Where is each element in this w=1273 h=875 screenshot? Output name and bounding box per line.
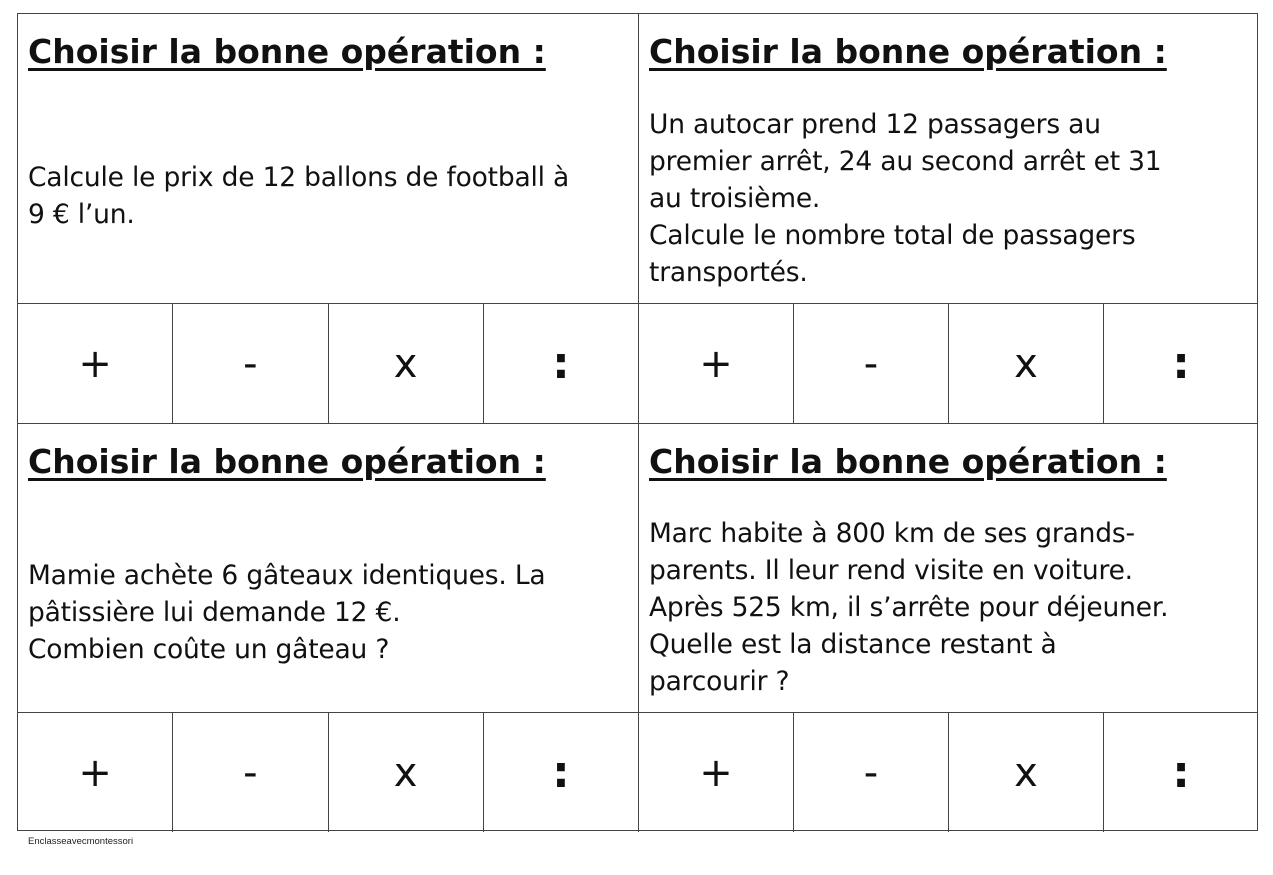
plus-option[interactable]: +: [78, 749, 112, 796]
minus-option[interactable]: -: [172, 713, 327, 832]
author-credit: Enclasseavecmontessori: [28, 836, 134, 847]
minus-option[interactable]: -: [793, 304, 948, 423]
multiply-option[interactable]: x: [328, 304, 483, 423]
divide-option[interactable]: :: [483, 713, 638, 832]
card-title: Choisir la bonne opération :: [649, 442, 1167, 481]
card-title: Choisir la bonne opération :: [28, 32, 546, 71]
problem-line: Calcule le prix de 12 ballons de football à: [28, 162, 570, 193]
divide-option[interactable]: :: [1103, 713, 1258, 832]
problem-line: premier arrêt, 24 au second arrêt et 31: [649, 146, 1162, 177]
operation-choices: [639, 303, 1258, 423]
card-title: Choisir la bonne opération :: [649, 32, 1167, 71]
operation-choices: [18, 712, 638, 832]
divide-option[interactable]: :: [483, 304, 638, 423]
multiply-option[interactable]: x: [948, 713, 1103, 832]
plus-option[interactable]: +: [78, 340, 112, 387]
problem-text: [28, 159, 630, 233]
problem-text: [649, 515, 1250, 700]
problem-line: Quelle est la distance restant à: [649, 629, 1057, 660]
worksheet: [17, 13, 1258, 831]
problem-line: Marc habite à 800 km de ses grands-: [649, 518, 1135, 549]
problem-card-2: [638, 14, 1258, 423]
multiply-option[interactable]: x: [328, 713, 483, 832]
minus-option[interactable]: -: [793, 713, 948, 832]
problem-card-1: [18, 14, 638, 423]
problem-text: [649, 106, 1250, 291]
problem-card-4: [638, 423, 1258, 832]
problem-line: Mamie achète 6 gâteaux identiques. La: [28, 560, 546, 591]
problem-line: Combien coûte un gâteau ?: [28, 634, 390, 665]
problem-text: [28, 557, 630, 668]
problem-line: parcourir ?: [649, 666, 790, 697]
problem-line: transportés.: [649, 257, 808, 288]
divide-option[interactable]: :: [1103, 304, 1258, 423]
card-title: Choisir la bonne opération :: [28, 442, 546, 481]
minus-option[interactable]: -: [172, 304, 327, 423]
operation-choices: [18, 303, 638, 423]
operation-choices: [639, 712, 1258, 832]
problem-line: Un autocar prend 12 passagers au: [649, 109, 1101, 140]
plus-option[interactable]: +: [699, 749, 733, 796]
problem-line: parents. Il leur rend visite en voiture.: [649, 555, 1133, 586]
problem-line: Après 525 km, il s’arrête pour déjeuner.: [649, 592, 1169, 623]
plus-option[interactable]: +: [699, 340, 733, 387]
problem-line: pâtissière lui demande 12 €.: [28, 597, 401, 628]
problem-line: au troisième.: [649, 183, 821, 214]
problem-line: 9 € l’un.: [28, 199, 135, 230]
problem-card-3: [18, 423, 638, 832]
multiply-option[interactable]: x: [948, 304, 1103, 423]
problem-line: Calcule le nombre total de passagers: [649, 220, 1136, 251]
